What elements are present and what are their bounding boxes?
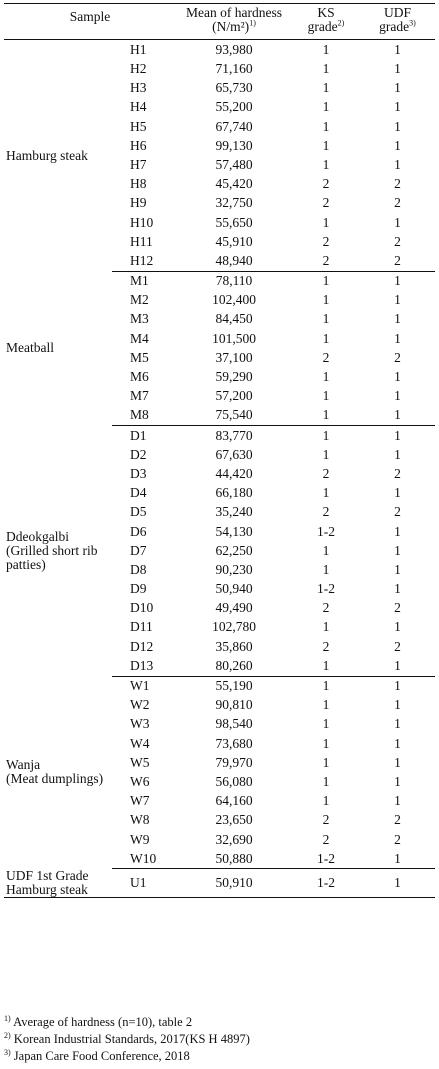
group-label: Ddeokgalbi (Grilled short rib patties) [6, 528, 98, 572]
hardness-value: 66,180 [215, 485, 253, 501]
udf-grade: 1 [394, 292, 401, 308]
sample-id: H1 [130, 41, 147, 57]
udf-grade: 2 [394, 504, 401, 520]
sample-id: M1 [130, 273, 149, 289]
sample-id: H12 [112, 251, 176, 271]
ks-grade: 1 [322, 446, 330, 462]
header-udf-label: UDF [383, 5, 411, 20]
hardness-value: 32,750 [215, 195, 253, 211]
ks-grade: 1 [322, 369, 330, 385]
hardness-value: 56,080 [215, 773, 253, 789]
ks-grade: 2 [322, 195, 330, 211]
udf-grade: 2 [360, 251, 435, 271]
ks-grade: 1 [322, 156, 330, 172]
sample-id: H5 [130, 118, 147, 134]
udf-grade: 1 [394, 735, 401, 751]
sample-id: D12 [130, 638, 154, 654]
ks-grade: 1 [322, 388, 330, 404]
udf-grade: 1 [394, 427, 401, 443]
ks-grade: 1 [322, 678, 330, 694]
sample-id: H4 [130, 99, 147, 115]
sample-id: H2 [130, 61, 147, 77]
ks-grade: 1 [322, 41, 330, 57]
ks-grade: 1 [322, 735, 330, 751]
hardness-value: 35,240 [215, 504, 253, 520]
ks-grade: 1 [322, 754, 330, 770]
udf-grade: 1 [394, 697, 401, 713]
sample-id: W7 [130, 793, 150, 809]
hardness-value: 23,650 [215, 812, 253, 828]
sample-id: D1 [130, 427, 147, 443]
udf-grade: 1 [394, 678, 401, 694]
header-hardness-footnote: 1) [249, 18, 256, 28]
ks-grade: 1 [322, 697, 330, 713]
udf-grade: 1 [394, 156, 401, 172]
header-ks-footnote: 2) [337, 18, 345, 28]
hardness-value: 32,690 [215, 831, 253, 847]
hardness-value: 98,540 [215, 716, 253, 732]
hardness-value: 71,160 [215, 61, 253, 77]
sample-id: D10 [130, 600, 154, 616]
udf-grade: 1 [360, 656, 435, 676]
udf-grade: 2 [394, 638, 401, 654]
sample-id: U1 [112, 869, 176, 898]
hardness-value: 78,110 [215, 273, 253, 289]
ks-grade: 2 [322, 349, 330, 365]
ks-grade: 1 [322, 137, 330, 153]
udf-grade: 2 [394, 176, 401, 192]
ks-grade: 1 [322, 99, 330, 115]
udf-grade: 1 [394, 369, 401, 385]
sample-id: M7 [130, 388, 149, 404]
footnote-marker: 2) [4, 1030, 11, 1040]
udf-grade: 1 [394, 523, 401, 539]
hardness-value: 101,500 [212, 330, 256, 346]
sample-id: M3 [130, 311, 149, 327]
udf-grade: 1 [394, 793, 401, 809]
ks-grade: 1-2 [317, 581, 335, 597]
udf-grade: 2 [394, 812, 401, 828]
sample-id: M5 [130, 349, 149, 365]
ks-grade: 1 [322, 330, 330, 346]
footnote-text: Japan Care Food Conference, 2018 [13, 1049, 190, 1063]
sample-id: W8 [130, 812, 150, 828]
hardness-value: 50,880 [176, 849, 292, 869]
udf-grade: 1 [394, 773, 401, 789]
sample-id: D8 [130, 561, 147, 577]
udf-grade: 1 [394, 716, 401, 732]
group-label: Meatball [6, 340, 54, 356]
sample-id: H6 [130, 137, 147, 153]
hardness-value: 59,290 [215, 369, 253, 385]
sample-id: W2 [130, 697, 150, 713]
table-row [4, 426, 435, 446]
hardness-value: 102,780 [212, 619, 256, 635]
hardness-value: 57,200 [215, 388, 253, 404]
hardness-value: 67,630 [215, 446, 253, 462]
udf-grade: 1 [394, 118, 401, 134]
udf-grade: 2 [394, 465, 401, 481]
header-udf-grade: grade [379, 19, 410, 35]
ks-grade: 1-2 [292, 849, 360, 869]
hardness-value: 50,910 [176, 869, 292, 898]
udf-grade: 1 [360, 869, 435, 898]
table-row [4, 271, 435, 291]
ks-grade: 1 [292, 656, 360, 676]
sample-id: D9 [130, 581, 147, 597]
ks-grade: 2 [322, 176, 330, 192]
hardness-value: 54,130 [215, 523, 253, 539]
sample-id: M2 [130, 292, 149, 308]
hardness-value: 99,130 [215, 137, 253, 153]
ks-grade: 1-2 [317, 523, 335, 539]
udf-grade: 1 [394, 388, 401, 404]
sample-id: D2 [130, 446, 147, 462]
udf-grade: 1 [394, 542, 401, 558]
udf-grade: 2 [394, 195, 401, 211]
sample-id: H8 [130, 176, 147, 192]
hardness-value: 64,160 [215, 793, 253, 809]
sample-id: D4 [130, 485, 147, 501]
header-hardness-label: Mean of hardness [186, 5, 282, 20]
ks-grade: 1 [322, 716, 330, 732]
sample-id: M4 [130, 330, 149, 346]
header-ks [292, 4, 360, 40]
udf-grade: 1 [394, 273, 401, 289]
footnote-text: Average of hardness (n=10), table 2 [13, 1015, 193, 1029]
group-label: Hamburg steak [6, 147, 88, 163]
sample-id: D5 [130, 504, 147, 520]
ks-grade: 1 [322, 485, 330, 501]
sample-id: M8 [112, 406, 176, 426]
sample-id: W1 [130, 678, 150, 694]
ks-grade: 1 [322, 80, 330, 96]
hardness-value: 93,980 [215, 41, 253, 57]
header-udf [360, 4, 435, 40]
hardness-value: 80,260 [176, 656, 292, 676]
hardness-value: 55,650 [215, 214, 253, 230]
footnote [4, 1048, 250, 1065]
ks-grade: 1 [292, 406, 360, 426]
hardness-value: 45,910 [215, 233, 253, 249]
sample-id: M6 [130, 369, 149, 385]
hardness-value: 44,420 [215, 465, 253, 481]
header-udf-footnote: 3) [409, 18, 416, 28]
udf-grade: 1 [394, 619, 401, 635]
udf-grade: 1 [394, 311, 401, 327]
hardness-value: 79,970 [215, 754, 253, 770]
ks-grade: 1 [322, 273, 330, 289]
udf-grade: 2 [394, 233, 401, 249]
footnote [4, 1031, 250, 1048]
ks-grade: 1 [322, 773, 330, 789]
hardness-value: 65,730 [215, 80, 253, 96]
footnote-marker: 3) [4, 1047, 11, 1057]
sample-id: H10 [130, 214, 154, 230]
udf-grade: 2 [394, 349, 401, 365]
table-row [4, 676, 435, 696]
table-row [4, 869, 435, 898]
hardness-value: 62,250 [215, 542, 253, 558]
hardness-value: 35,860 [215, 638, 253, 654]
ks-grade: 2 [322, 831, 330, 847]
udf-grade: 1 [394, 581, 401, 597]
sample-id: W3 [130, 716, 150, 732]
udf-grade: 1 [394, 330, 401, 346]
sample-id: D6 [130, 523, 147, 539]
hardness-value: 57,480 [215, 156, 253, 172]
table-header [4, 4, 435, 40]
ks-grade: 2 [322, 504, 330, 520]
sample-id: H11 [130, 233, 153, 249]
ks-grade: 1 [322, 542, 330, 558]
header-hardness-unit: (N/m²) [212, 19, 250, 35]
ks-grade: 2 [292, 251, 360, 271]
hardness-value: 67,740 [215, 118, 253, 134]
hardness-table [4, 3, 435, 898]
ks-grade: 1 [322, 61, 330, 77]
table-row [4, 40, 435, 60]
hardness-value: 90,810 [215, 697, 253, 713]
sample-id: D7 [130, 542, 147, 558]
udf-grade: 1 [394, 41, 401, 57]
hardness-value: 102,400 [212, 292, 256, 308]
footnote-marker: 1) [4, 1013, 11, 1023]
udf-grade: 1 [394, 137, 401, 153]
footnote-text: Korean Industrial Standards, 2017(KS H 4897) [13, 1032, 250, 1046]
ks-grade: 1 [322, 561, 330, 577]
sample-id: H3 [130, 80, 147, 96]
sample-id: W4 [130, 735, 150, 751]
hardness-value: 55,200 [215, 99, 253, 115]
sample-id: H9 [130, 195, 147, 211]
ks-grade: 2 [322, 600, 330, 616]
ks-grade: 2 [322, 233, 330, 249]
hardness-value: 50,940 [215, 581, 253, 597]
hardness-value: 75,540 [176, 406, 292, 426]
udf-grade: 1 [360, 406, 435, 426]
sample-id: D3 [130, 465, 147, 481]
udf-grade: 1 [394, 214, 401, 230]
udf-grade: 2 [394, 831, 401, 847]
ks-grade: 1 [322, 214, 330, 230]
footnotes [4, 1014, 250, 1065]
udf-grade: 1 [394, 99, 401, 115]
sample-id: D13 [112, 656, 176, 676]
hardness-value: 55,190 [215, 678, 253, 694]
sample-id: W9 [130, 831, 150, 847]
udf-grade: 1 [394, 485, 401, 501]
hardness-value: 48,940 [176, 251, 292, 271]
sample-id: H7 [130, 156, 147, 172]
sample-id: D11 [130, 619, 153, 635]
header-hardness [176, 4, 292, 40]
sample-id: W6 [130, 773, 150, 789]
header-sample: Sample [4, 4, 176, 40]
sample-id: W5 [130, 754, 150, 770]
udf-grade: 1 [394, 561, 401, 577]
hardness-value: 49,490 [215, 600, 253, 616]
ks-grade: 2 [322, 638, 330, 654]
hardness-value: 73,680 [215, 735, 253, 751]
ks-grade: 2 [322, 812, 330, 828]
udf-grade: 1 [360, 849, 435, 869]
ks-grade: 1 [322, 118, 330, 134]
ks-grade: 1-2 [292, 869, 360, 898]
ks-grade: 1 [322, 292, 330, 308]
footnote [4, 1014, 250, 1031]
hardness-value: 84,450 [215, 311, 253, 327]
udf-grade: 2 [394, 600, 401, 616]
udf-grade: 1 [394, 80, 401, 96]
udf-grade: 1 [394, 61, 401, 77]
sample-id: W10 [112, 849, 176, 869]
hardness-value: 45,420 [215, 176, 253, 192]
header-ks-grade: grade [307, 19, 338, 35]
ks-grade: 1 [322, 793, 330, 809]
hardness-value: 37,100 [215, 349, 253, 365]
hardness-value: 90,230 [215, 561, 253, 577]
ks-grade: 2 [322, 465, 330, 481]
table-body [4, 40, 435, 898]
hardness-value: 83,770 [215, 427, 253, 443]
ks-grade: 1 [322, 619, 330, 635]
udf-grade: 1 [394, 446, 401, 462]
ks-grade: 1 [322, 311, 330, 327]
header-ks-label: KS [317, 5, 335, 20]
udf-grade: 1 [394, 754, 401, 770]
group-label: Wanja (Meat dumplings) [6, 757, 104, 787]
ks-grade: 1 [322, 427, 330, 443]
group-label: UDF 1st Grade Hamburg steak [4, 869, 112, 898]
